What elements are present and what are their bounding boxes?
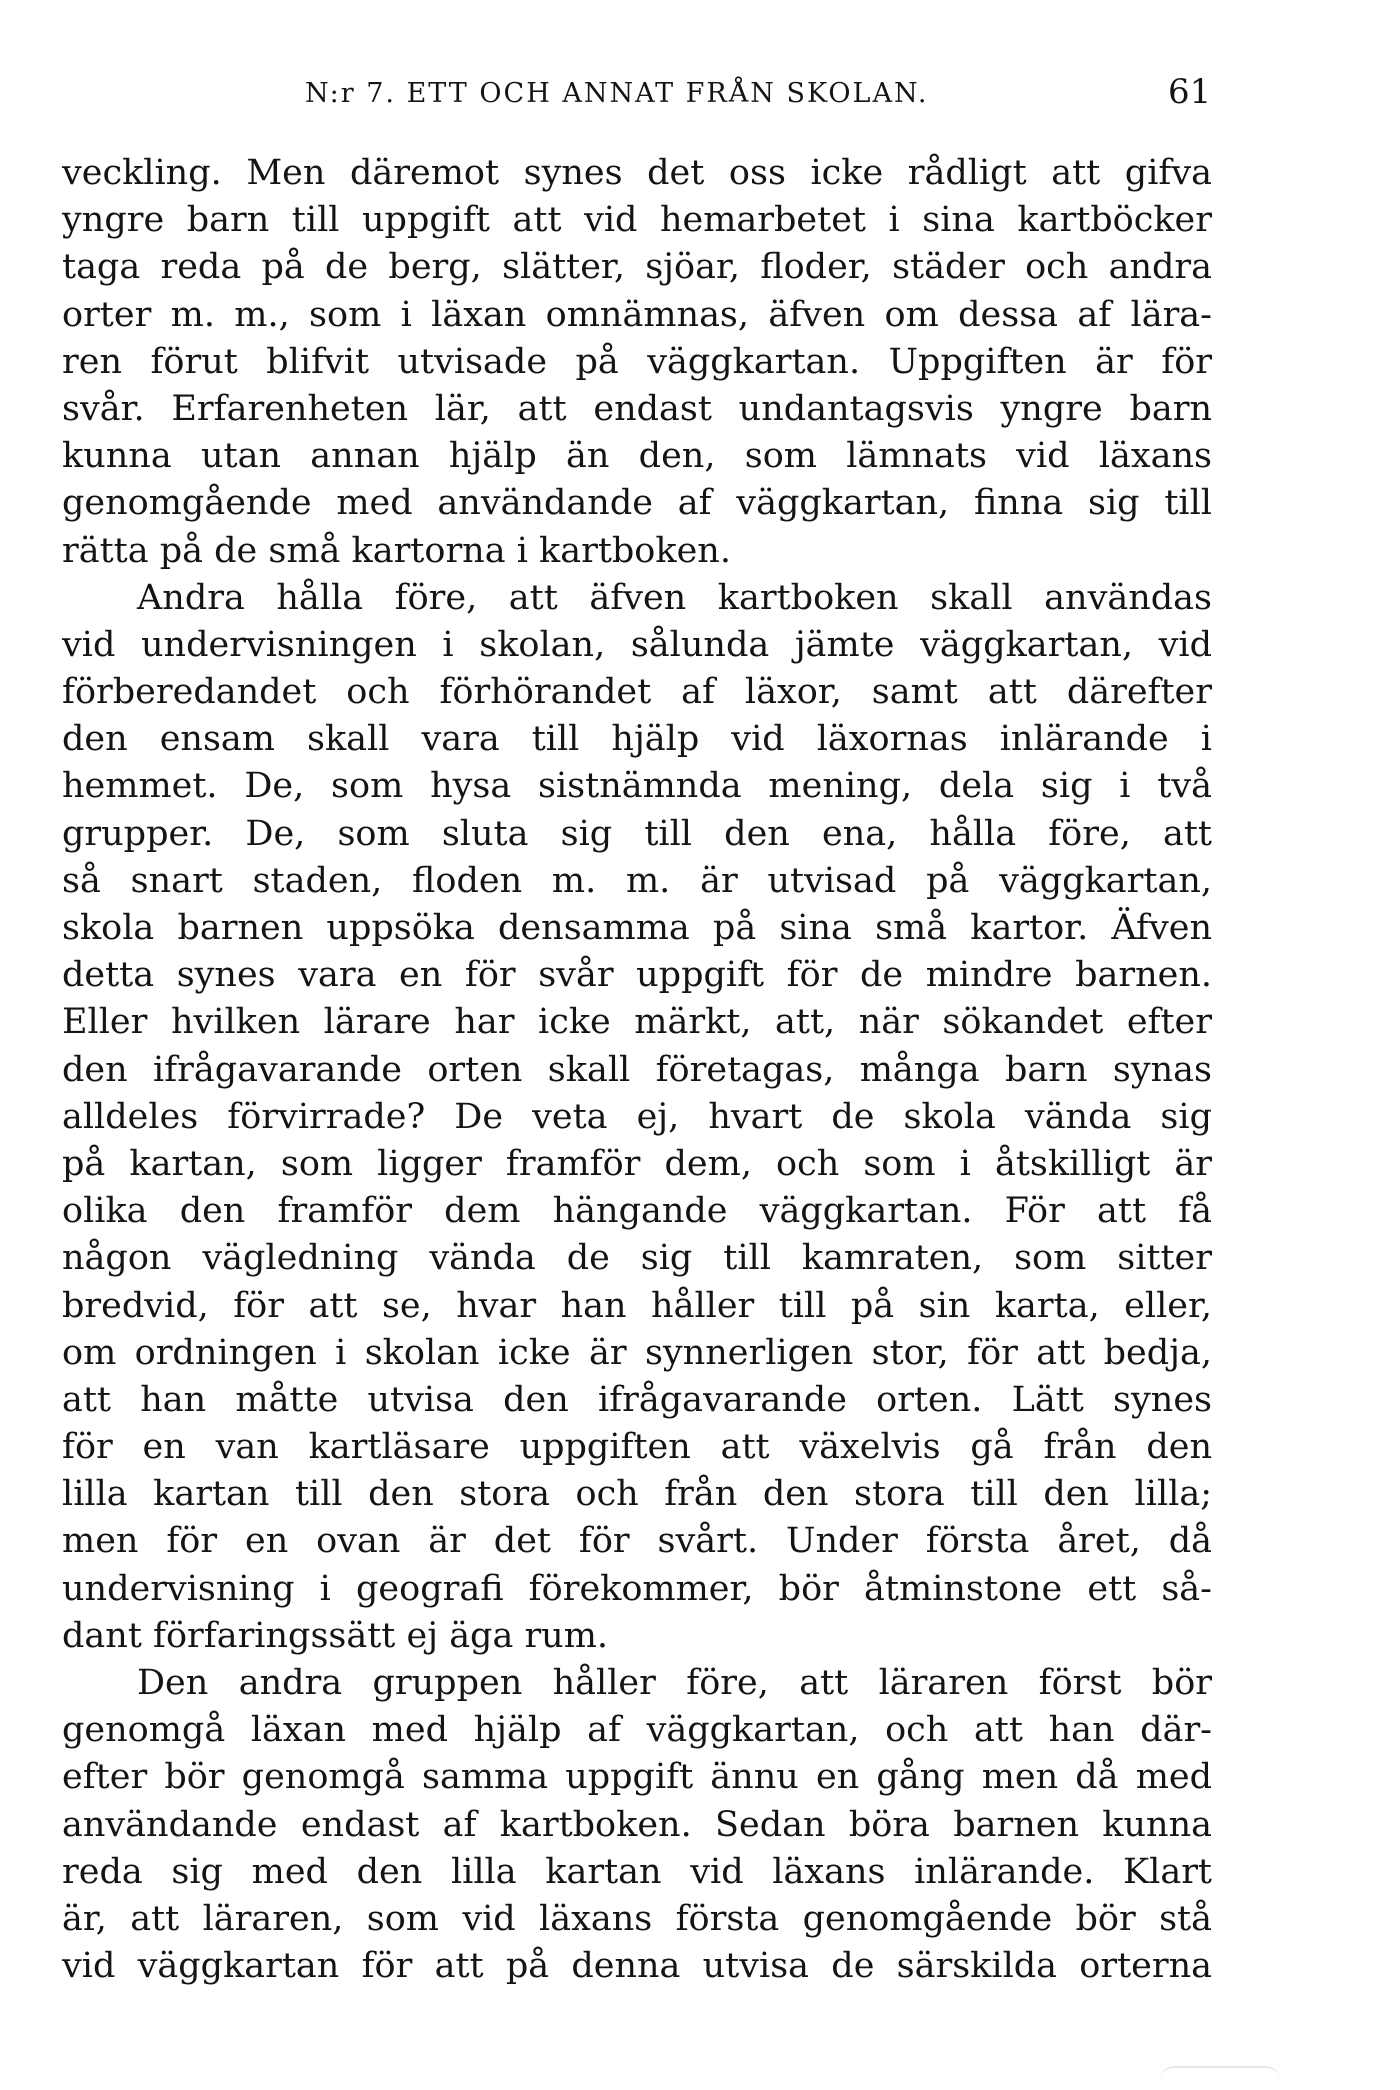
text-line: så snart staden, floden m. m. är utvisad på väggkartan,	[62, 860, 1212, 901]
text-line: användande endast af kartboken. Sedan böra barnen kunna	[62, 1804, 1212, 1845]
text-line: genomgå läxan med hjälp af väggkartan, och att han där-	[62, 1710, 1212, 1751]
text-line: den ensam skall vara till hjälp vid läxornas inlärande i	[62, 719, 1212, 760]
paragraph-first-line: Andra hålla före, att äfven kartboken skall användas	[137, 577, 1212, 618]
text-line: någon vägledning vända de sig till kamraten, som sitter	[62, 1238, 1212, 1279]
text-line: skola barnen uppsöka densamma på sina små kartor. Äfven	[62, 908, 1212, 948]
text-line: den ifrågavarande orten skall företagas, många barn synas	[62, 1049, 1212, 1090]
text-line: yngre barn till uppgift att vid hemarbetet i sina kartböcker	[62, 200, 1212, 241]
text-line: detta synes vara en för svår uppgift för de mindre barnen.	[62, 955, 1212, 996]
text-line: svår. Erfarenheten lär, att endast undantagsvis yngre barn	[62, 388, 1212, 429]
text-line: är, att läraren, som vid läxans första genomgående bör stå	[62, 1898, 1212, 1939]
text-line: på kartan, som ligger framför dem, och som i åtskilligt är	[62, 1143, 1212, 1184]
page-smudge	[1160, 2066, 1280, 2080]
body-text	[62, 150, 1212, 1990]
text-line: orter m. m., som i läxan omnämnas, äfven om dessa af lära-	[62, 294, 1212, 335]
text-line: efter bör genomgå samma uppgift ännu en gång men då med	[62, 1757, 1212, 1798]
page-number: 61	[1168, 72, 1212, 112]
text-line: dant förfaringssätt ej äga rum.	[62, 1615, 609, 1656]
paragraph-first-line: Den andra gruppen håller före, att läraren först bör	[137, 1663, 1212, 1703]
text-line: grupper. De, som sluta sig till den ena, hålla före, att	[62, 813, 1212, 854]
text-line: att han måtte utvisa den ifrågavarande orten. Lätt synes	[62, 1379, 1212, 1420]
text-line: Eller hvilken lärare har icke märkt, att, när sökandet efter	[62, 1002, 1212, 1043]
text-line: alldeles förvirrade? De veta ej, hvart de skola vända sig	[62, 1096, 1212, 1137]
text-line: förberedandet och förhörandet af läxor, samt att därefter	[62, 672, 1212, 713]
text-line: vid väggkartan för att på denna utvisa de särskilda orterna	[62, 1946, 1212, 1987]
text-line: bredvid, för att se, hvar han håller till på sin karta, eller,	[62, 1285, 1212, 1326]
text-line: men för en ovan är det för svårt. Under första året, då	[62, 1521, 1212, 1562]
text-line: reda sig med den lilla kartan vid läxans inlärande. Klart	[62, 1851, 1212, 1892]
text-line: undervisning i geografi förekommer, bör åtminstone ett så-	[62, 1568, 1212, 1609]
text-line: olika den framför dem hängande väggkartan. För att få	[62, 1191, 1212, 1232]
text-line: genomgående med användande af väggkartan, finna sig till	[62, 483, 1212, 524]
text-line: rätta på de små kartorna i kartboken.	[62, 530, 731, 571]
text-line: kunna utan annan hjälp än den, som lämnats vid läxans	[62, 436, 1212, 477]
text-line: om ordningen i skolan icke är synnerligen stor, för att bedja,	[62, 1332, 1212, 1373]
text-line: lilla kartan till den stora och från den stora till den lilla;	[62, 1474, 1212, 1515]
text-line: vid undervisningen i skolan, sålunda jämte väggkartan, vid	[62, 624, 1212, 665]
text-line: hemmet. De, som hysa sistnämnda mening, dela sig i två	[62, 766, 1212, 807]
text-line: ren förut blifvit utvisade på väggkartan. Uppgiften är för	[62, 341, 1212, 382]
text-line: veckling. Men däremot synes det oss icke rådligt att gifva	[62, 153, 1212, 193]
text-line: taga reda på de berg, slätter, sjöar, floder, städer och andra	[62, 247, 1212, 288]
text-line: för en van kartläsare uppgiften att växelvis gå från den	[62, 1427, 1212, 1468]
book-page: N:r 7. ETT OCH ANNAT FRÅN SKOLAN. 61 veckling. Men däremot synes det oss icke rådligt att gifva yngre barn till uppgift att vid hemarbetet i sina kartböcker taga reda på de berg, slätter, sjöar, floder, städer och andra orter m. m., som i läxan omnämnas, äfven om dessa af lära- ren förut blifvit utvisade på väggkartan. Uppgiften är för svår. Erfarenheten lär, att endast undantagsvis yngre barn kunna utan annan hjälp än den, som lämnats vid läxans genomgående med användande af väggkartan, finna sig till rätta på de små kartorna i kartboken. Andra hålla före, att äfven kartboken skall användas vid undervisningen i skolan, sålunda jämte väggkartan, vid förberedandet och förhörandet af läxor, samt att därefter den ensam skall vara till hjälp vid läxornas inlärande i hemmet. De, som hysa sistnämnda mening, dela sig i två grupper. De, som sluta sig till den ena, hålla före, att så snart staden, floden m. m. är utvisad på väggkartan, skola barnen uppsöka densamma på sina små kartor. Äfven detta synes vara en för svår uppgift för de mindre barnen. Eller hvilken lärare har icke märkt, att, när sökandet efter den ifrågavarande orten skall företagas, många barn synas alldeles förvirrade? De veta ej, hvart de skola vända sig på kartan, som ligger framför dem, och som i åtskilligt är olika den framför dem hängande väggkartan. För att få någon vägledning vända de sig till kamraten, som sitter bredvid, för att se, hvar han håller till på sin karta, eller, om ordningen i skolan icke är synnerligen stor, för att bedja, att han måtte utvisa den ifrågavarande orten. Lätt synes för en van kartläsare uppgiften att växelvis gå från den lilla kartan till den stora och från den stora till den lilla; men för en ovan är det för svårt. Under första året, då undervisning i geografi förekommer, bör åtminstone ett så- dant förfaringssätt ej äga rum. Den andra gruppen håller före, att läraren först bör genomgå läxan med hjälp af väggkartan, och att han där- efter bör genomgå samma uppgift ännu en gång men då med användande endast af kartboken. Sedan böra barnen kunna reda sig med den lilla kartan vid läxans inlärande. Klart är, att läraren, som vid läxans första genomgående bör stå vid väggkartan för att på denna utvisa de särskilda orterna	[0, 0, 1400, 2090]
